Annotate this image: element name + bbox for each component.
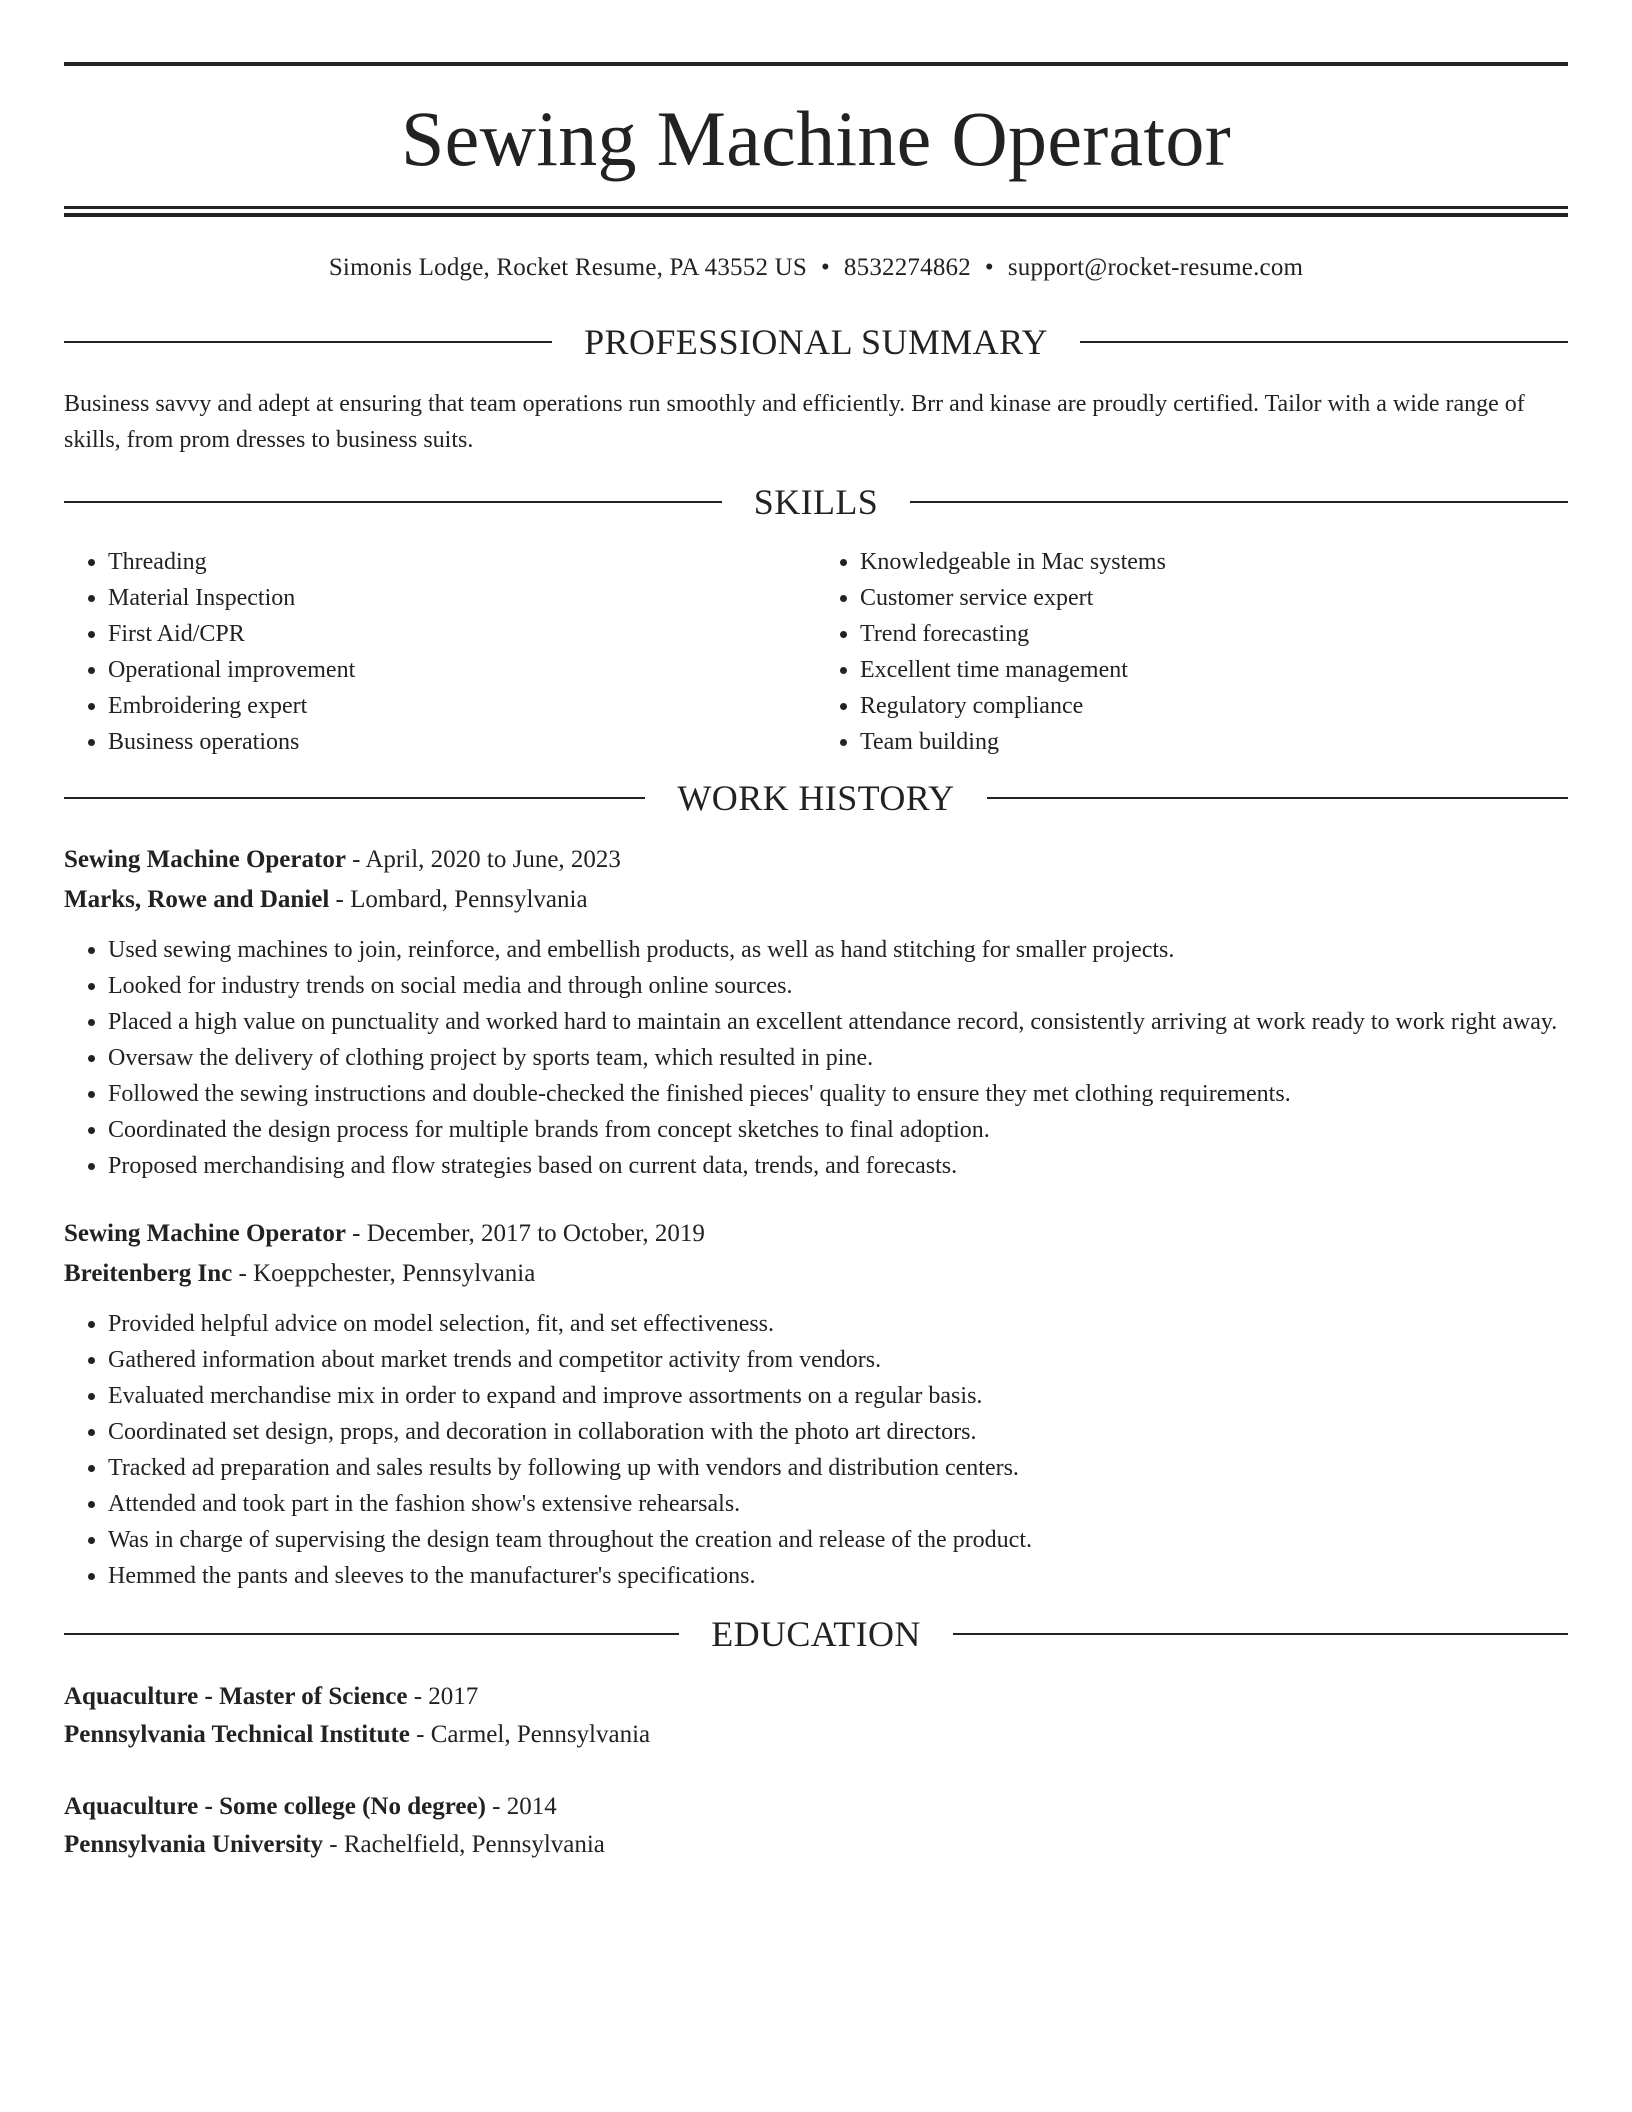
job-bullet: • Proposed merchandising and flow strategies based on current data, trends, and forecasts. — [108, 1148, 1568, 1184]
contact-email: support@rocket-resume.com — [1007, 254, 1304, 281]
education-location: - Carmel, Pennsylvania — [409, 1721, 651, 1748]
work-heading: WORK HISTORY — [677, 778, 955, 818]
summary-heading: PROFESSIONAL SUMMARY — [584, 322, 1048, 362]
skill-item: • Knowledgeable in Mac systems — [860, 544, 1568, 580]
education-year: - 2014 — [485, 1793, 557, 1820]
contact-line — [64, 255, 1568, 280]
contact-separator: • — [820, 254, 830, 281]
education-entry — [64, 1788, 1568, 1864]
contact-separator: • — [984, 254, 994, 281]
job-bullets — [64, 1306, 1568, 1594]
skill-item: • Trend forecasting — [860, 616, 1568, 652]
job-bullet: • Attended and took part in the fashion show's extensive rehearsals. — [108, 1486, 1568, 1522]
divider-line — [910, 501, 1568, 503]
skill-item: • Excellent time management — [860, 652, 1568, 688]
divider-line — [64, 501, 722, 503]
education-school-line — [64, 1826, 1568, 1864]
job-location: - Koeppchester, Pennsylvania — [232, 1260, 536, 1287]
skill-item: • Team building — [860, 724, 1568, 760]
job-bullet: • Was in charge of supervising the design team throughout the creation and release of the product. — [108, 1522, 1568, 1558]
work-section-header — [64, 780, 1568, 816]
contact-address: Simonis Lodge, Rocket Resume, PA 43552 US — [328, 254, 807, 281]
summary-section-header — [64, 324, 1568, 360]
skill-item: • Material Inspection — [108, 580, 816, 616]
job-bullet: • Coordinated the design process for multiple brands from concept sketches to final adoption. — [108, 1112, 1568, 1148]
divider-line — [1080, 341, 1568, 343]
education-school: Pennsylvania University — [64, 1831, 324, 1858]
skills-list — [64, 544, 1568, 760]
job-title: Sewing Machine Operator — [64, 846, 346, 873]
resume-title: Sewing Machine Operator — [401, 95, 1231, 182]
job-bullet: • Provided helpful advice on model selection, fit, and set effectiveness. — [108, 1306, 1568, 1342]
skill-item: • Business operations — [108, 724, 816, 760]
education-entry — [64, 1678, 1568, 1754]
skill-item: • Operational improvement — [108, 652, 816, 688]
job-company: Breitenberg Inc — [64, 1260, 233, 1287]
skill-item: • First Aid/CPR — [108, 616, 816, 652]
skill-item: • Customer service expert — [860, 580, 1568, 616]
skills-section-header — [64, 484, 1568, 520]
job-company: Marks, Rowe and Daniel — [64, 886, 330, 913]
job-bullet: • Followed the sewing instructions and double-checked the finished pieces' quality to ensure they met clothing requirements. — [108, 1076, 1568, 1112]
skills-column-right — [816, 544, 1568, 760]
job-bullet: • Tracked ad preparation and sales results by following up with vendors and distribution centers. — [108, 1450, 1568, 1486]
education-degree-line — [64, 1788, 1568, 1826]
job-location: - Lombard, Pennsylvania — [329, 886, 588, 913]
job-title-line — [64, 840, 1568, 880]
job-title: Sewing Machine Operator — [64, 1220, 346, 1247]
education-school: Pennsylvania Technical Institute — [64, 1721, 410, 1748]
job-dates: - April, 2020 to June, 2023 — [345, 846, 621, 873]
job-bullet: • Coordinated set design, props, and decoration in collaboration with the photo art directors. — [108, 1414, 1568, 1450]
education-heading: EDUCATION — [711, 1614, 921, 1654]
job-entry — [64, 840, 1568, 1184]
job-bullet: • Hemmed the pants and sleeves to the manufacturer's specifications. — [108, 1558, 1568, 1594]
job-bullet: • Evaluated merchandise mix in order to expand and improve assortments on a regular basis. — [108, 1378, 1568, 1414]
education-year: - 2017 — [407, 1683, 479, 1710]
summary-text: Business savvy and adept at ensuring that team operations run smoothly and efficiently. Brr and kinase are proudly certified. Tailor with a wide range of skills, from prom dresses to business suits. — [64, 391, 1525, 453]
education-degree: Aquaculture - Some college (No degree) — [64, 1793, 486, 1820]
job-company-line — [64, 1254, 1568, 1294]
divider-line — [987, 797, 1568, 799]
skills-heading: SKILLS — [753, 482, 879, 522]
job-bullet: • Placed a high value on punctuality and worked hard to maintain an excellent attendance record, consistently arriving at work ready to work right away. — [108, 1004, 1568, 1040]
skill-item: • Regulatory compliance — [860, 688, 1568, 724]
divider-line — [953, 1633, 1568, 1635]
education-degree: Aquaculture - Master of Science — [64, 1683, 408, 1710]
education-school-line — [64, 1716, 1568, 1754]
contact-phone: 8532274862 — [843, 254, 971, 281]
job-bullet: • Used sewing machines to join, reinforce, and embellish products, as well as hand stitching for smaller projects. — [108, 932, 1568, 968]
job-title-line — [64, 1214, 1568, 1254]
education-location: - Rachelfield, Pennsylvania — [323, 1831, 605, 1858]
divider-line — [64, 341, 552, 343]
education-section-header — [64, 1616, 1568, 1652]
header-double-rule — [64, 206, 1568, 217]
skill-item: • Threading — [108, 544, 816, 580]
divider-line — [64, 1633, 679, 1635]
job-company-line — [64, 880, 1568, 920]
job-dates: - December, 2017 to October, 2019 — [345, 1220, 705, 1247]
job-bullet: • Gathered information about market trends and competitor activity from vendors. — [108, 1342, 1568, 1378]
job-bullet: • Oversaw the delivery of clothing project by sports team, which resulted in pine. — [108, 1040, 1568, 1076]
job-bullet: • Looked for industry trends on social media and through online sources. — [108, 968, 1568, 1004]
skill-item: • Embroidering expert — [108, 688, 816, 724]
divider-line — [64, 797, 645, 799]
job-bullets — [64, 932, 1568, 1184]
job-entry — [64, 1214, 1568, 1594]
education-degree-line — [64, 1678, 1568, 1716]
skills-column-left — [64, 544, 816, 760]
